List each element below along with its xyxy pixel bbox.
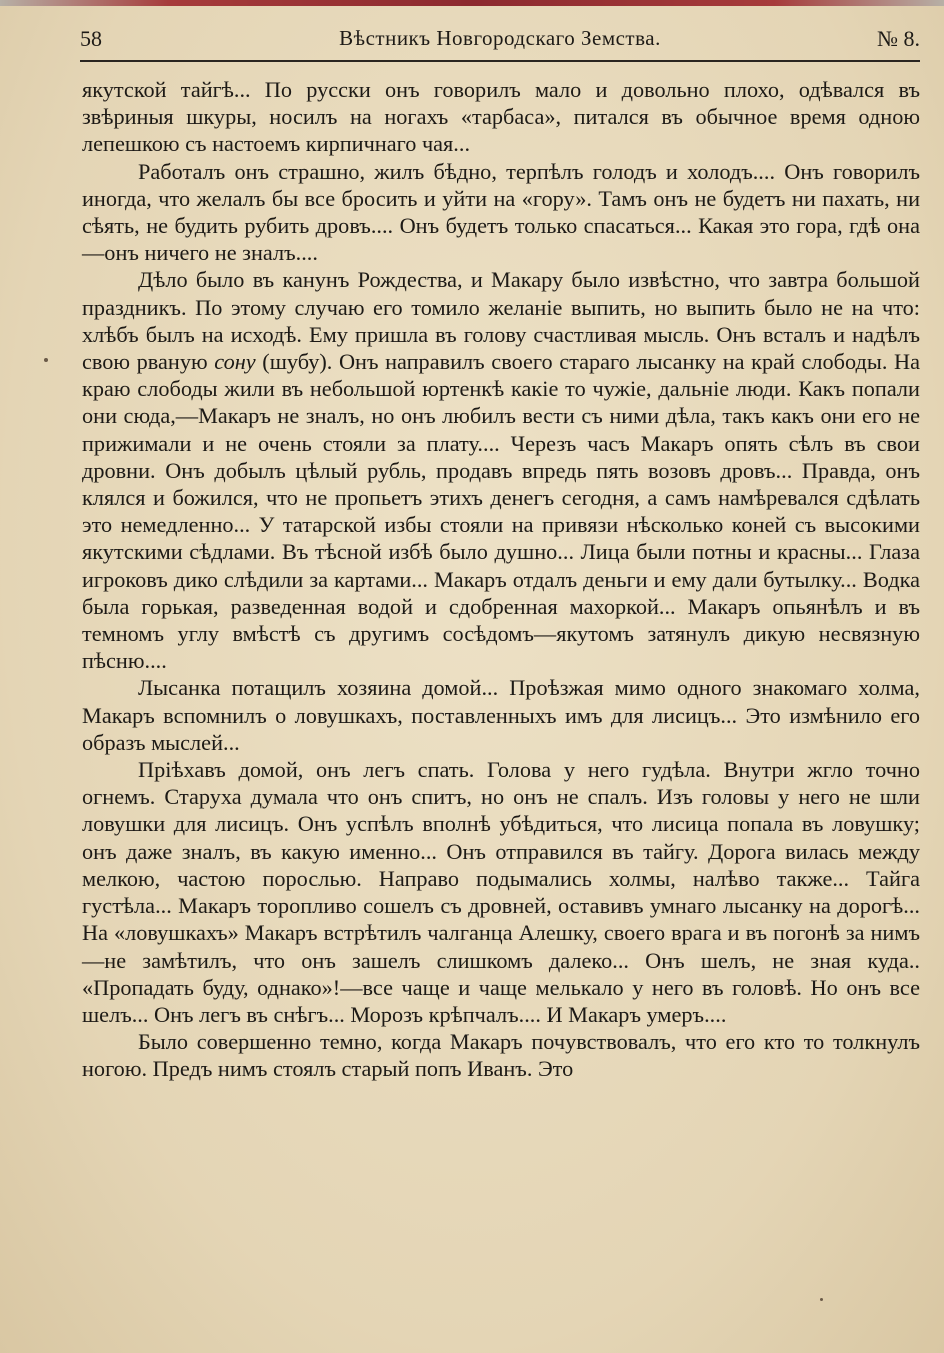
paragraph: Пріѣхавъ домой, онъ легъ спать. Голова у него гудѣла. Внутри жгло точно огнемъ. Старуха думала что онъ спитъ, но онъ не спалъ. Изъ головы у него не шли ловушки для лисицъ. Онъ успѣлъ вполнѣ убѣдиться, что лисица попала въ ловушку; онъ даже зналъ, въ какую именно... Онъ отправился въ тайгу. Дорога вилась между мелкою, частою порослью. Направо подымались холмы, налѣво также... Тайга густѣла... Макаръ торопливо сошелъ съ дровней, оставивъ умнаго лысанку на дорогѣ... На «ловушкахъ» Макаръ встрѣтилъ чалганца Алешку, своего врага и въ погонѣ за нимъ—не замѣтилъ, что онъ зашелъ слишкомъ далеко... Онъ шелъ, не зная куда.. «Пропадать буду, однако»!—все чаще и чаще мелькало у него въ головѣ. Но онъ все шелъ... Онъ легъ въ снѣгъ... Морозъ крѣпчалъ.... И Макаръ умеръ.... — [82, 757, 920, 1027]
paragraph: якутской тайгѣ... По русски онъ говорилъ мало и довольно плохо, одѣвался въ звѣриныя шкуры, носилъ на ногахъ «тарбаса», питался въ обычное время одною лепешкою съ настоемъ кирпичнаго чая... — [82, 77, 920, 157]
paragraph: Работалъ онъ страшно, жилъ бѣдно, терпѣлъ голодъ и холодъ.... Онъ говорилъ иногда, что желалъ бы все бросить и уйти на «гору». Тамъ онъ не будетъ ни пахать, ни сѣять, не будить рубить дровъ.... Онъ будетъ только спасаться... Какая это гора, гдѣ она—онъ ничего не зналъ.... — [82, 158, 920, 266]
body-text — [82, 76, 920, 1083]
paragraph-text: Дѣло было въ канунъ Рождества, и Макару было извѣстно, что завтра большой праздникъ. По этому случаю его томило желаніе выпить, но выпить было не на что: хлѣбъ былъ на исходѣ. Ему пришла въ голову счастливая мысль. Онъ всталъ и надѣлъ свою рваную — [82, 267, 920, 375]
page-number: 58 — [80, 26, 102, 51]
print-speck — [820, 1298, 823, 1301]
running-header — [80, 26, 920, 60]
paragraph: Было совершенно темно, когда Макаръ почувствовалъ, что его кто то толкнулъ ногою. Предъ нимъ стоялъ старый попъ Иванъ. Это — [82, 1029, 920, 1082]
paragraph: Лысанка потащилъ хозяина домой... Проѣзжая мимо одного знакомаго холма, Макаръ вспомнилъ о ловушкахъ, поставленныхъ имъ для лисицъ... Это измѣнило его образъ мыслей... — [82, 675, 920, 755]
paragraph-text: (шубу). Онъ направилъ своего стараго лысанку на край слободы. На краю слободы жили въ небольшой юртенкѣ какіе то чужіе, дальніе люди. Какъ попали они сюда,—Макаръ не зналъ, но онъ любилъ вести съ ними дѣла, такъ какъ они его не прижимали и не очень стояли за плату.... Черезъ часъ Макаръ опять сѣлъ въ свои дровни. Онъ добылъ цѣлый рубль, продавъ впредь пять возовъ дровъ... Правда, онъ клялся и божился, что не пропьетъ этихъ денегъ сегодня, а самъ намѣревался сдѣлать это немедленно... У татарской избы стояли на привязи нѣсколько коней съ высокими якутскими сѣдлами. Въ тѣсной избѣ было душно... Лица были потны и красны... Глаза игроковъ дико слѣдили за картами... Макаръ отдалъ деньги и ему дали бутылку... Водка была горькая, разведенная водой и сдобренная махоркой... Макаръ опьянѣлъ и въ темномъ углу вмѣстѣ съ другимъ сосѣдомъ—якутомъ затянулъ дикую несвязную пѣсню.... — [82, 349, 920, 674]
paragraph — [82, 266, 920, 674]
print-speck — [44, 358, 48, 362]
italic-word: сону — [214, 349, 256, 375]
issue-number: № 8. — [877, 26, 920, 51]
journal-title: Вѣстникъ Новгородскаго Земства. — [339, 26, 661, 50]
header-rule — [80, 60, 920, 62]
